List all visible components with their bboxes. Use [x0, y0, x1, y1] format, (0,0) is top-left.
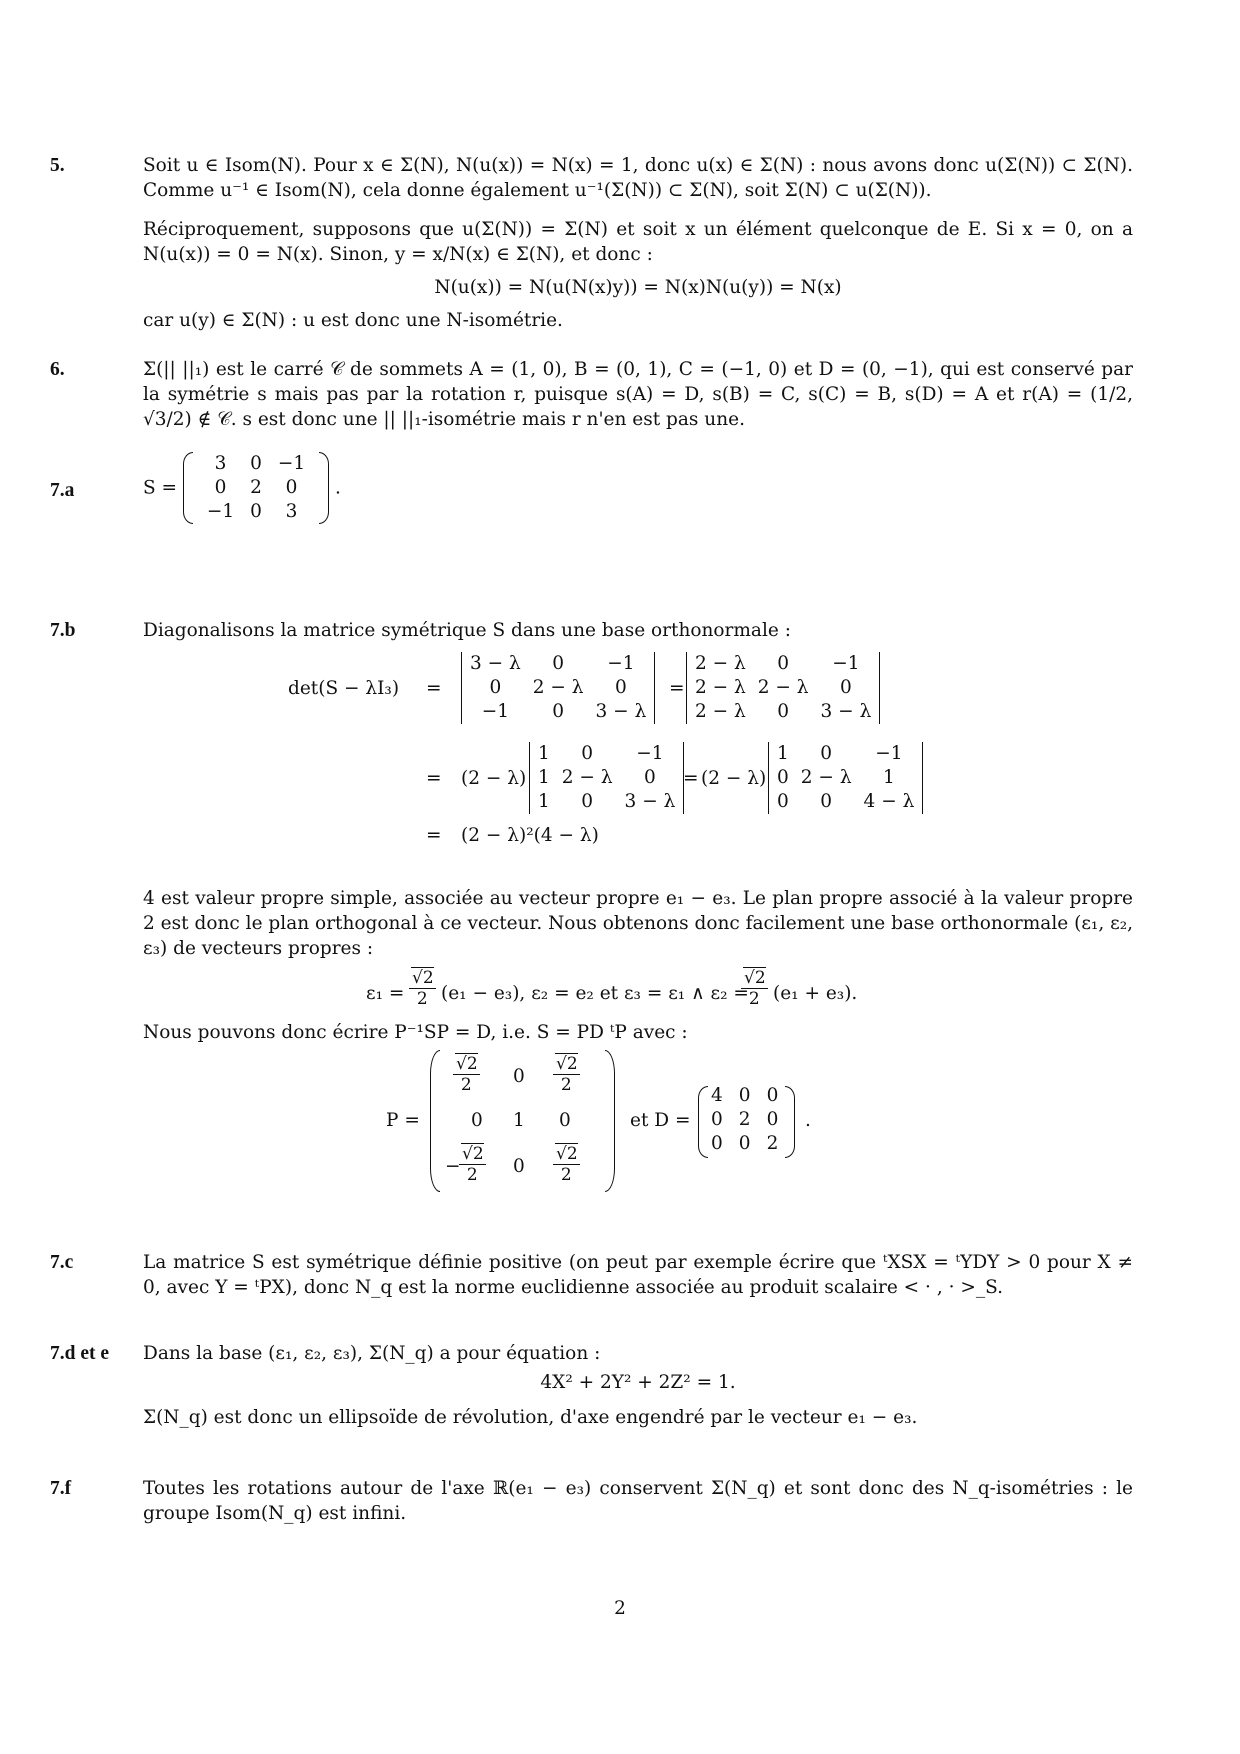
section-label: 7.f: [50, 1478, 72, 1499]
determinant: 3 − λ 0 −1 0 2 − λ 0 −1 0 3 − λ: [461, 652, 655, 724]
paragraph: Nous pouvons donc écrire P⁻¹SP = D, i.e. S = PD ᵗP avec :: [143, 1022, 688, 1043]
equation: 4X² + 2Y² + 2Z² = 1.: [540, 1372, 736, 1393]
det-line-2: = (2 − λ) 1 0 −1 1 2 − λ 0 1 0 3 − λ = (2 − λ) 1 0 −1 0 2 − λ 1 0 0 4 − λ: [143, 738, 1133, 818]
right-paren: [785, 1086, 795, 1158]
det-line-1: det(S − λI₃) = 3 − λ 0 −1 0 2 − λ 0 −1 0 3 − λ = 2 − λ 0 −1 2 − λ 2 − λ 0 2 − λ 0 3 − λ: [143, 648, 1133, 728]
paragraph: 4 est valeur propre simple, associée au vecteur propre e₁ − e₃. Le plan propre associé à la valeur propre 2 est donc le plan orthogonal à ce vecteur. Nous obtenons donc facilement une base orthonormale (ε₁, ε₂, ε₃) de vecteurs propres :: [143, 888, 1133, 959]
paragraph: La matrice S est symétrique définie positive (on peut par exemple écrire que ᵗXSX = ᵗYDY > 0 pour X ≠ 0, avec Y = ᵗPX), donc N_q est la norme euclidienne associée au produit scalaire < · , · >_S.: [143, 1252, 1133, 1298]
matrix-D: 4 0 0 0 2 0 0 0 2: [711, 1085, 779, 1154]
document-page: 5. Soit u ∈ Isom(N). Pour x ∈ Σ(N), N(u(x)) = N(x) = 1, donc u(x) ∈ Σ(N) : nous avons donc u(Σ(N)) ⊂ Σ(N). Comme u⁻¹ ∈ Isom(N), cela donne également u⁻¹(Σ(N)) ⊂ Σ(N), soit Σ(N) ⊂ u(Σ(N)). Réciproquement, supposons que u(Σ(N)) = Σ(N) et soit x un élément quelconque de E. Si x = 0, on a N(u(x)) = 0 = N(x). Sinon, y = x/N(x) ∈ Σ(N), et donc : N(u(x)) = N(u(N(x)y)) = N(x)N(u(y)) = N(x) car u(y) ∈ Σ(N) : u est donc une N-isométrie. 6. Σ(|| ||₁) est le carré 𝒞 de sommets A = (1, 0), B = (0, 1), C = (−1, 0) et D = (0, −1), qui est conservé par la symétrie s mais pas par la rotation r, puisque s(A) = D, s(B) = C, s(C) = B, s(D) = A et r(A) = (1/2, √3/2) ∉ 𝒞. s est donc une || ||₁-isométrie mais r n'en est pas une. 7.a S = 3 0 −1 0 2 0 −1 0 3 . 7.b Diagonalisons la matrice symétrique S dans une base orthonormale : det(S − λI₃) = 3 − λ 0 −1 0 2 − λ 0 −1 0 3 − λ = 2 − λ 0 −1 2 − λ 2 − λ 0 2 − λ 0 3 − λ = (2 − λ) 1 0 −1 1 2 − λ 0 1 0 3 − λ = (2 − λ) 1 0 −1 0 2 − λ 1 0 0 4 − λ = (2 − λ)²(4 − λ) 4 est valeur propre simple, associée au vecteur propre e₁ − e₃. Le plan propre associé à la valeur propre 2 est donc le plan orthogonal à ce vecteur. Nous obtenons donc facilement une base orthonormale (ε₁, ε₂, ε₃) de vecteurs propres : ε₁ = $\frac{√2}{2}$ (e₁ − e₃), ε₂ = e₂ et ε₃ = ε₁ ∧ ε₂ = $\frac{√2}{2}$ (e₁ + e₃). Nous pouvons donc écrire P⁻¹SP = D, i.e. S = PD ᵗP avec : P = $\frac{√2}{2}$ 0 $\frac{√2}{2}$ 0 1 0 − $\frac{√2}{2}$ 0 $\frac{√2}{2}$ et D = 4 0 0 0 2 0 0 0 2 . 7.c La matrice S est symétrique définie positive (on peut par exemple écrire que ᵗXSX = ᵗYDY > 0 pour X ≠ 0, avec Y = ᵗPX), donc N_q est la norme euclidienne associée au produit scalaire < · , · >_S. 7.d et e Dans la base (ε₁, ε₂, ε₃), Σ(N_q) a pour équation : 4X² + 2Y² + 2Z² = 1. Σ(N_q) est donc un ellipsoïde de révolution, d'axe engendré par le vecteur e₁ − e₃. 7.f Toutes les rotations autour de l'axe ℝ(e₁ − e₃) conservent Σ(N_q) et sont donc des N_q-isométries : le groupe Isom(N_q) est infini. 2: [0, 0, 1240, 1754]
section-label: 7.a: [50, 480, 75, 501]
determinant: 2 − λ 0 −1 2 − λ 2 − λ 0 2 − λ 0 3 − λ: [686, 652, 880, 724]
section-label: 7.c: [50, 1252, 74, 1273]
fraction: $\frac{√2}{2}$: [409, 968, 436, 1009]
matrix-S: 3 0 −1 0 2 0 −1 0 3: [206, 453, 306, 522]
matrices-P-D: P = $\frac{√2}{2}$ 0 $\frac{√2}{2}$ 0 1 0 − $\frac{√2}{2}$ 0 $\frac{√2}{2}$ et D = 4 0 0 0 2 0 0 0 2 .: [143, 1048, 1133, 1198]
equation: N(u(x)) = N(u(N(x)y)) = N(x)N(u(y)) = N(x): [434, 277, 842, 298]
det-result: = (2 − λ)²(4 − λ): [426, 825, 599, 846]
determinant: 1 0 −1 0 2 − λ 1 0 0 4 − λ: [768, 742, 923, 814]
paragraph: Σ(|| ||₁) est le carré 𝒞 de sommets A = (1, 0), B = (0, 1), C = (−1, 0) et D = (0, −1), qui est conservé par la symétrie s mais pas par la rotation r, puisque s(A) = D, s(B) = C, s(C) = B, s(D) = A et r(A) = (1/2, √3/2) ∉ 𝒞. s est donc une || ||₁-isométrie mais r n'en est pas une.: [143, 359, 1133, 430]
right-paren: [319, 452, 329, 524]
right-paren: [605, 1050, 615, 1192]
section-label: 6.: [50, 359, 65, 380]
section-label: 7.b: [50, 620, 76, 641]
left-paren: [430, 1050, 440, 1192]
left-paren: [183, 452, 193, 524]
paragraph: Diagonalisons la matrice symétrique S dans une base orthonormale :: [143, 620, 791, 641]
matrix-lhs: S =: [143, 477, 178, 499]
paragraph: Soit u ∈ Isom(N). Pour x ∈ Σ(N), N(u(x)) = N(x) = 1, donc u(x) ∈ Σ(N) : nous avons donc u(Σ(N)) ⊂ Σ(N). Comme u⁻¹ ∈ Isom(N), cela donne également u⁻¹(Σ(N)) ⊂ Σ(N), soit Σ(N) ⊂ u(Σ(N)).: [143, 155, 1133, 201]
paragraph: Toutes les rotations autour de l'axe ℝ(e₁ − e₃) conservent Σ(N_q) et sont donc des N_q-isométries : le groupe Isom(N_q) est infini.: [143, 1478, 1133, 1524]
paragraph: Σ(N_q) est donc un ellipsoïde de révolution, d'axe engendré par le vecteur e₁ − e₃.: [143, 1407, 918, 1428]
section-label: 5.: [50, 155, 65, 176]
eigenvector-equation: ε₁ = $\frac{√2}{2}$ (e₁ − e₃), ε₂ = e₂ et ε₃ = ε₁ ∧ ε₂ = $\frac{√2}{2}$ (e₁ + e₃).: [366, 968, 858, 1009]
fraction: $\frac{√2}{2}$: [741, 968, 768, 1009]
paragraph: car u(y) ∈ Σ(N) : u est donc une N-isométrie.: [143, 310, 563, 331]
section-label: 7.d et e: [50, 1343, 110, 1364]
matrix-P: $\frac{√2}{2}$ 0 $\frac{√2}{2}$ 0 1 0 − $\frac{√2}{2}$ 0 $\frac{√2}{2}$: [445, 1054, 578, 1185]
paragraph: Réciproquement, supposons que u(Σ(N)) = Σ(N) et soit x un élément quelconque de E. Si x = 0, on a N(u(x)) = 0 = N(x). Sinon, y = x/N(x) ∈ Σ(N), et donc :: [143, 219, 1133, 265]
paragraph: Dans la base (ε₁, ε₂, ε₃), Σ(N_q) a pour équation :: [143, 1343, 601, 1364]
page-number: 2: [614, 1598, 626, 1619]
determinant: 1 0 −1 1 2 − λ 0 1 0 3 − λ: [529, 742, 684, 814]
